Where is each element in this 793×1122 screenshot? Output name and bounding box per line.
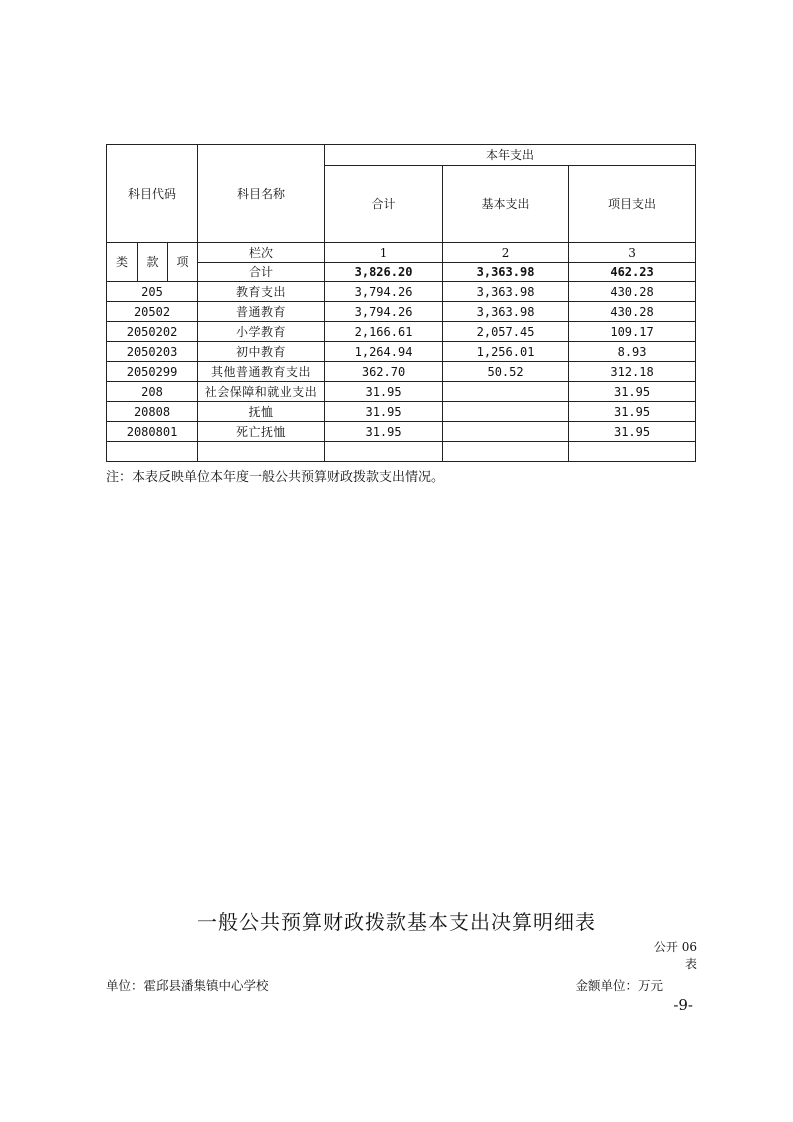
header-kuan: 款	[138, 243, 168, 282]
row-total: 3,794.26	[325, 302, 443, 322]
row-index-label: 栏次	[198, 243, 325, 263]
row-index-3: 3	[569, 243, 696, 263]
money-unit: 金额单位：万元	[575, 978, 663, 993]
header-xiang: 项	[168, 243, 198, 282]
row-project: 8.93	[569, 342, 696, 362]
total-row-project: 462.23	[569, 263, 696, 282]
table-row	[107, 422, 696, 442]
form-number	[637, 939, 697, 973]
row-basic: 2,057.45	[443, 322, 569, 342]
row-index-2: 2	[443, 243, 569, 263]
row-basic	[443, 402, 569, 422]
row-total: 31.95	[325, 402, 443, 422]
total-row-label: 合计	[198, 263, 325, 282]
row-basic: 1,256.01	[443, 342, 569, 362]
form-number-line2: 表	[684, 957, 697, 971]
table-row	[107, 342, 696, 362]
row-project: 430.28	[569, 282, 696, 302]
page-number: -9-	[673, 996, 693, 1014]
row-name: 社会保障和就业支出	[198, 382, 325, 402]
row-project: 430.28	[569, 302, 696, 322]
table-row	[107, 402, 696, 422]
row-code: 2080801	[107, 422, 198, 442]
row-total: 31.95	[325, 422, 443, 442]
header-lei: 类	[107, 243, 138, 282]
row-basic: 3,363.98	[443, 302, 569, 322]
row-basic	[443, 382, 569, 402]
header-project-expenditure: 项目支出	[569, 166, 696, 243]
row-project: 31.95	[569, 382, 696, 402]
row-index-1: 1	[325, 243, 443, 263]
row-code: 20808	[107, 402, 198, 422]
header-subject-code: 科目代码	[107, 145, 198, 243]
header-total: 合计	[325, 166, 443, 243]
header-current-year-expenditure: 本年支出	[325, 145, 696, 166]
row-name: 教育支出	[198, 282, 325, 302]
row-code: 205	[107, 282, 198, 302]
table-row	[107, 302, 696, 322]
row-project: 312.18	[569, 362, 696, 382]
expenditure-table	[106, 144, 696, 462]
total-row-total: 3,826.20	[325, 263, 443, 282]
row-name: 小学教育	[198, 322, 325, 342]
row-total: 31.95	[325, 382, 443, 402]
header-basic-expenditure: 基本支出	[443, 166, 569, 243]
row-code: 20502	[107, 302, 198, 322]
row-name: 其他普通教育支出	[198, 362, 325, 382]
total-row-basic: 3,363.98	[443, 263, 569, 282]
row-code: 2050202	[107, 322, 198, 342]
next-table-title: 一般公共预算财政拨款基本支出决算明细表	[197, 910, 596, 934]
row-basic: 50.52	[443, 362, 569, 382]
row-project: 109.17	[569, 322, 696, 342]
row-basic: 3,363.98	[443, 282, 569, 302]
empty-row	[107, 442, 696, 462]
row-name: 初中教育	[198, 342, 325, 362]
table-row	[107, 362, 696, 382]
reporting-unit: 单位：霍邱县潘集镇中心学校	[106, 978, 269, 993]
row-code: 2050299	[107, 362, 198, 382]
row-total: 1,264.94	[325, 342, 443, 362]
row-total: 3,794.26	[325, 282, 443, 302]
row-name: 普通教育	[198, 302, 325, 322]
row-name: 抚恤	[198, 402, 325, 422]
table-row	[107, 282, 696, 302]
row-total: 2,166.61	[325, 322, 443, 342]
row-code: 208	[107, 382, 198, 402]
row-code: 2050203	[107, 342, 198, 362]
form-number-line1: 公开 06	[653, 940, 697, 954]
row-project: 31.95	[569, 402, 696, 422]
header-subject-name: 科目名称	[198, 145, 325, 243]
table-row	[107, 382, 696, 402]
row-total: 362.70	[325, 362, 443, 382]
table-note: 注：本表反映单位本年度一般公共预算财政拨款支出情况。	[106, 470, 445, 485]
row-project: 31.95	[569, 422, 696, 442]
table-row	[107, 322, 696, 342]
row-basic	[443, 422, 569, 442]
row-name: 死亡抚恤	[198, 422, 325, 442]
